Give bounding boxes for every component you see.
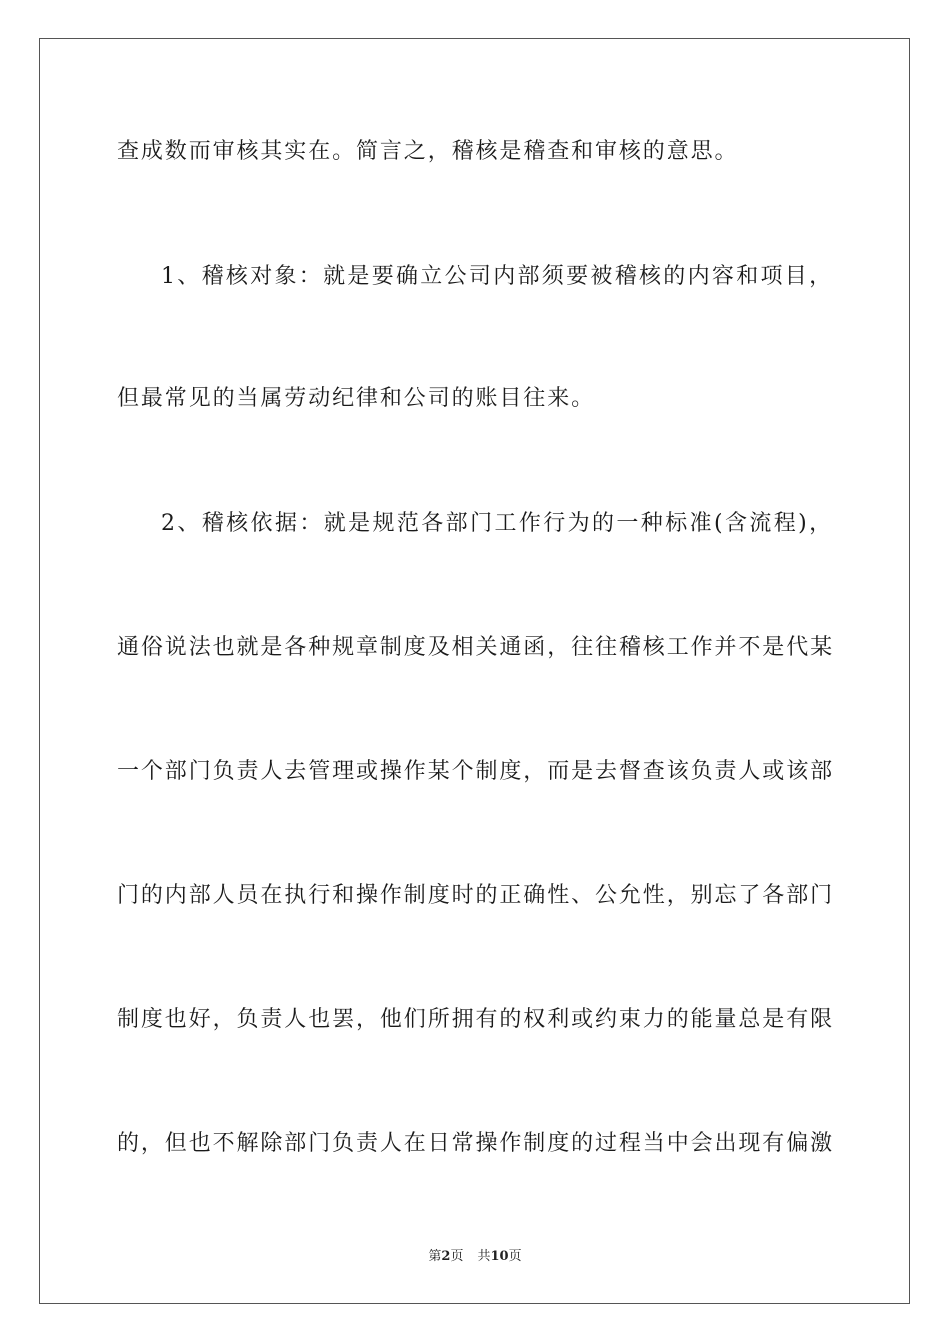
text-line-8: 制度也好，负责人也罢，他们所拥有的权利或约束力的能量总是有限: [117, 1007, 835, 1032]
total-prefix: 共: [477, 1249, 491, 1264]
total-pages: 10: [490, 1249, 509, 1264]
page-border: [39, 38, 910, 1304]
total-suffix: 页: [508, 1249, 522, 1264]
page-prefix: 第: [428, 1249, 442, 1264]
page-number: 2: [441, 1249, 451, 1264]
text-line-6: 一个部门负责人去管理或操作某个制度，而是去督查该负责人或该部: [117, 759, 835, 784]
text-line-1: 查成数而审核其实在。简言之，稽核是稽查和审核的意思。: [117, 139, 739, 164]
page-suffix: 页: [450, 1249, 464, 1264]
text-line-4: 2、稽核依据：就是规范各部门工作行为的一种标准(含流程)，: [161, 511, 833, 536]
text-line-3: 但最常见的当属劳动纪律和公司的账目往来。: [117, 386, 596, 411]
text-line-5: 通俗说法也就是各种规章制度及相关通函，往往稽核工作并不是代某: [117, 635, 835, 660]
page-footer: [0, 1248, 950, 1266]
text-line-2: 1、稽核对象：就是要确立公司内部须要被稽核的内容和项目，: [161, 264, 833, 289]
text-line-7: 门的内部人员在执行和操作制度时的正确性、公允性，别忘了各部门: [117, 883, 835, 908]
text-line-9: 的，但也不解除部门负责人在日常操作制度的过程当中会出现有偏激: [117, 1131, 835, 1156]
